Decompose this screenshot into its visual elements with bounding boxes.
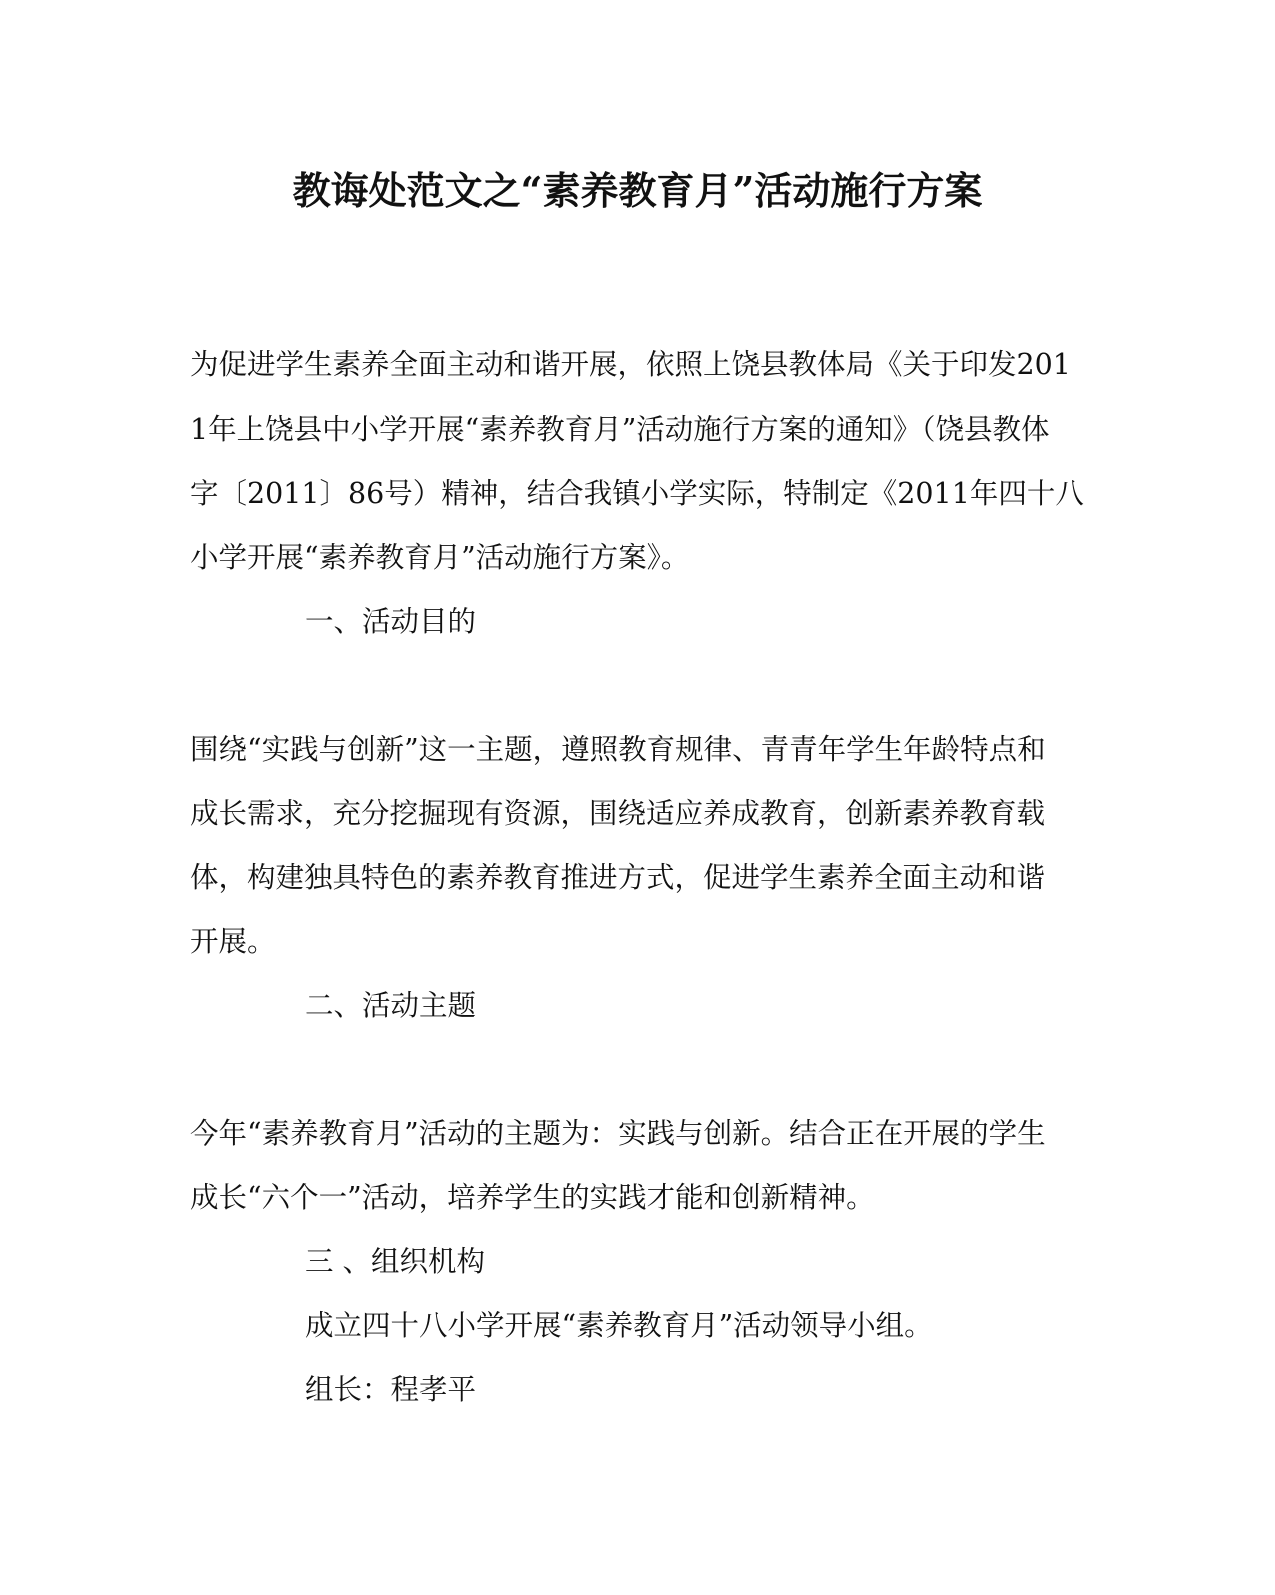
section2-heading: 二、活动主题 [305,989,477,1022]
intro-line-3: 字〔2011〕86号）精神，结合我镇小学实际，特制定《2011年四十八 [190,477,1084,510]
section1-heading: 一、活动目的 [305,605,477,638]
section2-line-2: 成长“六个一”活动，培养学生的实践才能和创新精神。 [190,1181,875,1214]
section3-line-2: 组长：程孝平 [305,1373,477,1406]
section1-line-2: 成长需求，充分挖掘现有资源，围绕适应养成教育，创新素养教育载 [190,797,1046,830]
section1-line-3: 体，构建独具特色的素养教育推进方式，促进学生素养全面主动和谐 [190,861,1046,894]
intro-line-1: 为促进学生素养全面主动和谐开展，依照上饶县教体局《关于印发201 [190,348,1071,381]
intro-line-2: 1年上饶县中小学开展“素养教育月”活动施行方案的通知》（饶县教体 [190,413,1050,446]
section3-line-1: 成立四十八小学开展“素养教育月”活动领导小组。 [305,1309,933,1342]
section1-line-4: 开展。 [190,925,276,958]
intro-line-4: 小学开展“素养教育月”活动施行方案》。 [190,541,690,574]
section2-line-1: 今年“素养教育月”活动的主题为：实践与创新。结合正在开展的学生 [190,1117,1046,1150]
section3-heading: 三 、组织机构 [305,1245,486,1278]
section1-line-1: 围绕“实践与创新”这一主题，遵照教育规律、青青年学生年龄特点和 [190,733,1046,766]
document-title: 教诲处范文之“素养教育月”活动施行方案 [292,168,983,213]
